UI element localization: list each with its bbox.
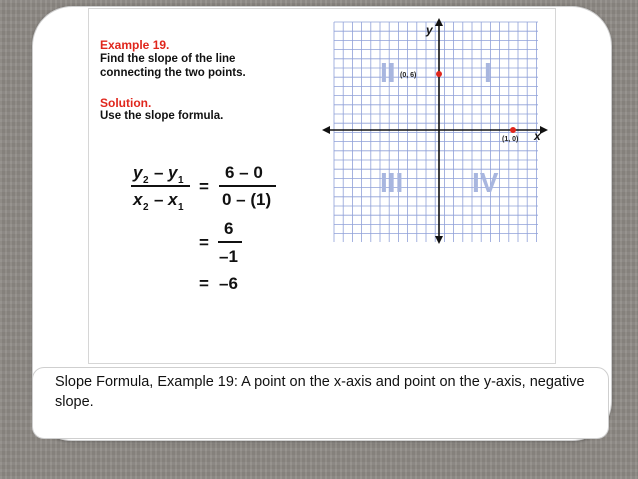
minus-bottom: – — [154, 190, 164, 209]
denominator-2: –1 — [219, 247, 238, 266]
x-axis-right-arrow — [540, 126, 548, 134]
y-axis-down-arrow — [435, 236, 443, 244]
y2-var: y — [133, 163, 143, 182]
x2-sub: 2 — [143, 202, 149, 213]
x1-var: x — [168, 190, 178, 209]
coordinate-graph — [322, 14, 552, 246]
quadrant-IV-label: IV — [472, 167, 499, 198]
y1-sub: 1 — [178, 175, 184, 186]
point-a-label: (0, 6) — [400, 72, 417, 79]
quadrant-I-label: I — [484, 57, 492, 88]
result: –6 — [219, 274, 238, 293]
y2-sub: 2 — [143, 175, 149, 186]
x-axis-left-arrow — [322, 126, 330, 134]
problem-line-1: Find the slope of the line — [100, 53, 236, 65]
point-a — [436, 71, 442, 77]
x2-var: x — [133, 190, 143, 209]
solution-title: Solution. — [100, 96, 152, 110]
equals-1: = — [199, 177, 209, 196]
numerator-1: 6 – 0 — [225, 163, 263, 182]
example-title: Example 19. — [100, 38, 170, 52]
equals-3: = — [199, 274, 209, 293]
x1-sub: 1 — [178, 202, 184, 213]
numerator-2: 6 — [224, 219, 234, 238]
point-b-label: (1, 0) — [502, 136, 519, 143]
x-axis-label: x — [534, 129, 541, 143]
problem-line-2: connecting the two points. — [100, 67, 246, 79]
solution-text: Use the slope formula. — [100, 110, 224, 122]
grid — [334, 22, 538, 242]
quadrant-II-label: II — [380, 57, 396, 88]
equals-2: = — [199, 233, 209, 252]
point-b — [510, 127, 516, 133]
minus-top: – — [154, 163, 164, 182]
quadrant-III-label: III — [380, 167, 404, 198]
y-axis-label: y — [426, 23, 433, 37]
caption-text: Slope Formula, Example 19: A point on the x-axis and point on the y-axis, negative slope. — [55, 374, 585, 410]
denominator-1: 0 – (1) — [222, 190, 272, 209]
y1-var: y — [168, 163, 178, 182]
